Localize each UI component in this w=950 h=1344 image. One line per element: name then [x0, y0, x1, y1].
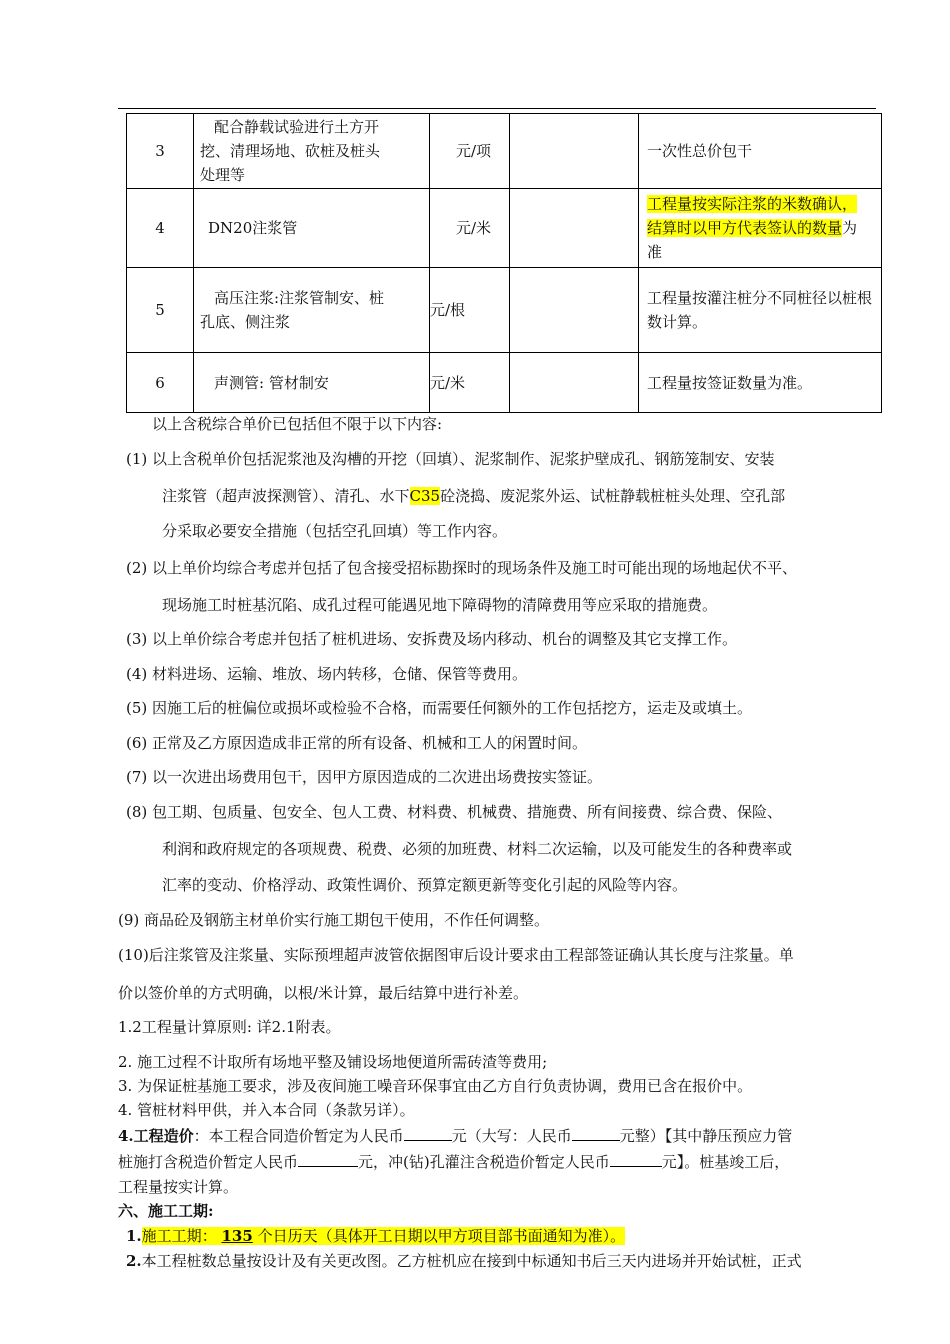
item-2-cont: 现场施工时桩基沉陷、成孔过程可能遇见地下障碍物的清障费用等应采取的措施费。 — [162, 596, 718, 614]
table-row — [127, 189, 882, 268]
highlighted-note: 工程量按实际注浆的米数确认， — [647, 195, 858, 213]
row-number: 4 — [127, 189, 194, 268]
item-line: 挖、清理场地、砍桩及桩头 — [200, 142, 381, 160]
row-note: 工程量按实际注浆的米数确认， 结算时以甲方代表签认的数量为 准 — [639, 189, 882, 268]
clause-3: 3. 为保证桩基施工要求，涉及夜间施工噪音环保事宜由乙方自行负责协调，费用已含在报价中。 — [118, 1077, 753, 1095]
row-item — [194, 114, 430, 189]
table-row — [127, 268, 882, 353]
period-line: 1.施工工期： 135 个日历天（具体开工日期以甲方项目部书面通知为准）。 — [126, 1227, 626, 1245]
row-number: 6 — [127, 353, 194, 413]
blank-field — [298, 1152, 358, 1167]
cost-line-3: 工程量按实计算。 — [118, 1178, 239, 1196]
table-row — [127, 353, 882, 413]
blank-field — [404, 1126, 452, 1141]
section-6-heading: 六、施工工期: — [118, 1202, 214, 1220]
table-row — [127, 114, 882, 189]
clause-2: 2. 施工过程不计取所有场地平整及铺设场地便道所需砖渣等费用; — [118, 1053, 548, 1071]
row-price — [510, 268, 639, 353]
row-price — [510, 189, 639, 268]
item-line: 高压注浆:注浆管制安、桩 — [214, 289, 385, 307]
cost-line-1: 4.工程造价：本工程合同造价暂定为人民币 元（大写：人民币 元整）【其中静压预应力管 — [118, 1127, 793, 1145]
item-1: (1) 以上含税单价包括泥浆池及沟槽的开挖（回填）、泥浆制作、泥浆护壁成孔、钢筋笼制安、安装 — [126, 450, 775, 468]
row-note: 工程量按签证数量为准。 — [639, 353, 882, 413]
item-8-cont: 利润和政府规定的各项规费、税费、必须的加班费、材料二次运输，以及可能发生的各种费率或 — [162, 840, 793, 858]
item-8: (8) 包工期、包质量、包安全、包人工费、材料费、机械费、措施费、所有间接费、综合费、保险、 — [126, 803, 783, 821]
period-highlight: 施工工期： 135 个日历天（具体开工日期以甲方项目部书面通知为准）。 — [141, 1227, 626, 1245]
item-7: (7) 以一次进出场费用包干，因甲方原因造成的二次进出场费按实签证。 — [126, 768, 603, 786]
highlight-c35: C35 — [409, 487, 441, 505]
row-unit: 元/米 — [430, 353, 510, 413]
row-note: 工程量按灌注桩分不同桩径以桩根数计算。 — [639, 268, 882, 353]
item-1-cont: 分采取必要安全措施（包括空孔回填）等工作内容。 — [162, 522, 508, 540]
item-9: (9) 商品砼及钢筋主材单价实行施工期包干使用，不作任何调整。 — [118, 911, 550, 929]
header-rule — [118, 108, 876, 109]
row-number: 3 — [127, 114, 194, 189]
item-4: (4) 材料进场、运输、堆放、场内转移，仓储、保管等费用。 — [126, 665, 528, 683]
row-item: 声测管: 管材制安 — [194, 353, 430, 413]
period-clause-2: 2.本工程桩数总量按设计及有关更改图。乙方桩机应在接到中标通知书后三天内进场并开始试桩，正式 — [126, 1252, 802, 1270]
item-10: (10)后注浆管及注浆量、实际预埋超声波管依据图审后设计要求由工程部签证确认其长度与注浆量。单 — [118, 946, 794, 964]
row-item: DN20注浆管 — [194, 189, 430, 268]
item-5: (5) 因施工后的桩偏位或损坏或检验不合格，而需要任何额外的工作包括挖方，运走及或填土。 — [126, 699, 753, 717]
row-unit: 元/米 — [430, 189, 510, 268]
item-10-cont: 价以签价单的方式明确，以根/米计算，最后结算中进行补差。 — [118, 984, 529, 1002]
period-days: 135 — [221, 1227, 253, 1245]
blank-field — [610, 1152, 662, 1167]
clause-4: 4. 管桩材料甲供，并入本合同（条款另详）。 — [118, 1101, 415, 1119]
row-price — [510, 114, 639, 189]
row-item — [194, 268, 430, 353]
row-unit: 元/根 — [430, 268, 510, 353]
row-note: 一次性总价包干 — [639, 114, 882, 189]
price-table — [126, 113, 882, 413]
row-unit: 元/项 — [430, 114, 510, 189]
row-number: 5 — [127, 268, 194, 353]
item-2: (2) 以上单价均综合考虑并包括了包含接受招标勘探时的现场条件及施工时可能出现的场地起伏不平、 — [126, 559, 798, 577]
item-3: (3) 以上单价综合考虑并包括了桩机进场、安拆费及场内移动、机台的调整及其它支撑工作。 — [126, 630, 738, 648]
item-line: 配合静载试验进行土方开 — [214, 118, 380, 136]
cost-line-2: 桩施打含税造价暂定人民币 元，冲(钻)孔灌注含税造价暂定人民币 元】。桩基竣工后， — [118, 1153, 790, 1171]
item-1-cont: 注浆管（超声波探测管）、清孔、水下C35砼浇捣、废泥浆外运、试桩静载桩桩头处理、空孔部 — [162, 487, 786, 505]
item-line: 孔底、侧注浆 — [200, 313, 291, 331]
item-6: (6) 正常及乙方原因造成非正常的所有设备、机械和工人的闲置时间。 — [126, 734, 588, 752]
item-line: 处理等 — [200, 166, 246, 184]
row-price — [510, 353, 639, 413]
blank-field — [572, 1126, 620, 1141]
highlighted-note: 结算时以甲方代表签认的数量 — [647, 219, 843, 237]
clause-1-2: 1.2工程量计算原则: 详2.1附表。 — [118, 1018, 341, 1036]
intro-text: 以上含税综合单价已包括但不限于以下内容: — [152, 415, 443, 433]
item-8-cont: 汇率的变动、价格浮动、政策性调价、预算定额更新等变化引起的风险等内容。 — [162, 876, 688, 894]
